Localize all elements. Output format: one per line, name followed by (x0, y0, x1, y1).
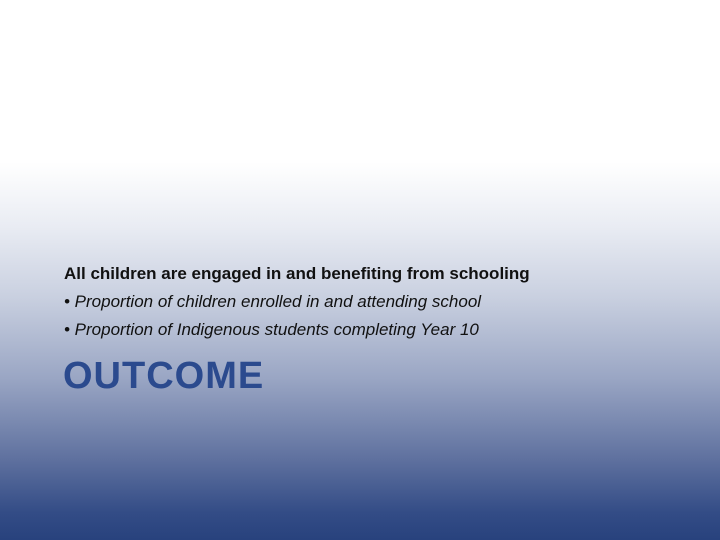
slide-title: OUTCOME (63, 355, 265, 397)
bullet-item: • Proportion of Indigenous students completing Year 10 (64, 320, 479, 339)
bullet-item: • Proportion of children enrolled in and attending school (64, 292, 482, 311)
slide-content (64, 262, 684, 346)
outcome-statement: All children are engaged in and benefiting from schooling (64, 264, 530, 283)
